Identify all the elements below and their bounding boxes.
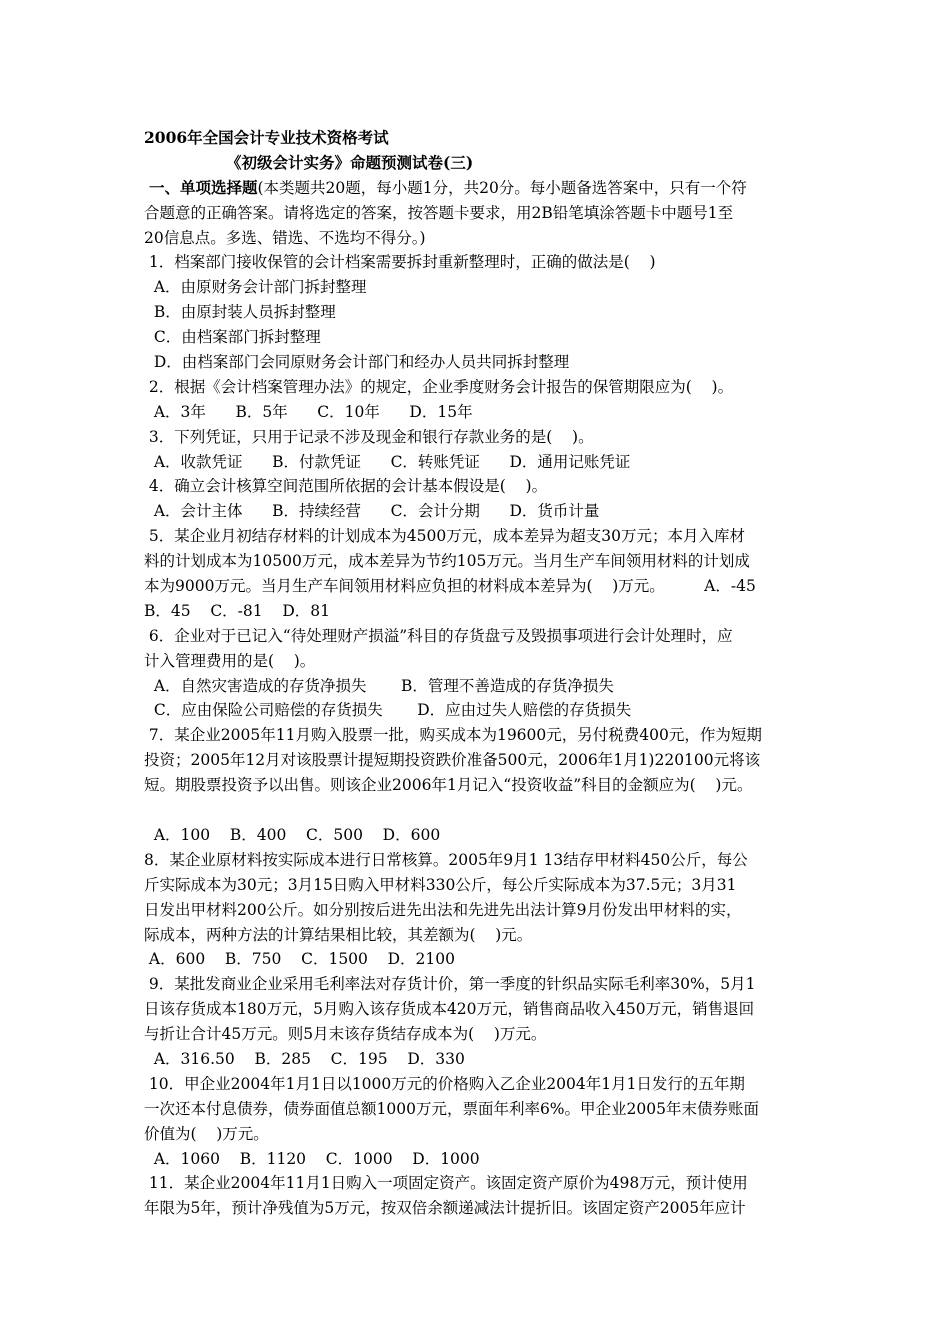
text-line: B．45 C．-81 D．81 xyxy=(144,601,331,620)
text-line: A．由原财务会计部门拆封整理 xyxy=(144,278,367,297)
text-line: 2．根据《会计档案管理办法》的规定，企业季度财务会计报告的保管期限应为( )。 xyxy=(144,377,734,396)
text-line: 短。期股票投资予以出售。则该企业2006年1月记入“投资收益”科目的金额应为( )元。 xyxy=(144,776,753,795)
text-line: 10．甲企业2004年1月1日以1000万元的价格购入乙企业2004年1月1日发行的五年期 xyxy=(144,1074,745,1093)
text-line: 一次还本付息债券，债券面值总额1000万元，票面年利率6%。甲企业2005年末债券账面 xyxy=(144,1099,759,1118)
exam-subtitle: 《初级会计实务》命题预测试卷(三) xyxy=(226,152,474,172)
text-line: A．316.50 B．285 C．195 D．330 xyxy=(144,1049,465,1068)
text-line: C．应由保险公司赔偿的存货损失 D．应由过失人赔偿的存货损失 xyxy=(144,701,632,720)
section-heading: 一、单项选择题 xyxy=(148,177,258,197)
text-line: 投资；2005年12月对该股票计提短期投资跌价准备500元，2006年1月1)220100元将该 xyxy=(144,751,761,770)
text-line xyxy=(144,798,816,823)
exam-title: 2006年全国会计专业技术资格考试 xyxy=(144,128,389,147)
text-line: 日该存货成本180万元，5月购入该存货成本420万元，销售商品收入450万元，销售退回 xyxy=(144,1000,755,1019)
text-line: C．由档案部门拆封整理 xyxy=(144,328,321,347)
text-line: 5．某企业月初结存材料的计划成本为4500万元，成本差异为超支30万元；本月入库材 xyxy=(144,527,745,546)
text-line: 日发出甲材料200公斤。如分别按后进先出法和先进先出法计算9月份发出甲材料的实， xyxy=(144,900,742,919)
text-line: A．100 B．400 C．500 D．600 xyxy=(144,825,441,844)
text-line: A．3年 B．5年 C．10年 D．15年 xyxy=(144,402,473,421)
text-line: 年限为5年，预计净残值为5万元，按双倍余额递减法计提折旧。该固定资产2005年应计 xyxy=(144,1199,746,1218)
text-line: 6．企业对于已记入“待处理财产损溢”科目的存货盘亏及毁损事项进行会计处理时，应 xyxy=(144,626,733,645)
text-line: 计入管理费用的是( )。 xyxy=(144,651,316,670)
text-line: 4．确立会计核算空间范围所依据的会计基本假设是( )。 xyxy=(144,477,548,496)
text-line: 本为9000万元。当月生产车间领用材料应负担的材料成本差异为( )万元。 A．-45 xyxy=(144,577,756,596)
text-line: 价值为( )万元。 xyxy=(144,1124,269,1143)
section-intro-text: (本类题共20题，每小题1分，共20分。每小题备选答案中，只有一个符 xyxy=(257,178,747,197)
text-line: A．600 B．750 C．1500 D．2100 xyxy=(144,950,455,969)
text-line: 1．档案部门接收保管的会计档案需要拆封重新整理时，正确的做法是( ) xyxy=(144,253,656,272)
text-line: 际成本，两种方法的计算结果相比较，其差额为( )元。 xyxy=(144,925,533,944)
text-line: 料的计划成本为10500万元，成本差异为节约105万元。当月生产车间领用材料的计划成 xyxy=(144,552,750,571)
text-line: 9．某批发商业企业采用毛利率法对存货计价，第一季度的针织品实际毛利率30%，5月1 xyxy=(144,975,756,994)
text-line: 8．某企业原材料按实际成本进行日常核算。2005年9月1 13结存甲材料450公斤，每公 xyxy=(144,850,748,869)
text-line: A．会计主体 B．持续经营 C．会计分期 D．货币计量 xyxy=(144,502,600,521)
section-intro-line-3: 20信息点。多选、错选、不选均不得分。) xyxy=(144,228,426,247)
text-line: D．由档案部门会同原财务会计部门和经办人员共同拆封整理 xyxy=(144,353,570,372)
text-line: A．自然灾害造成的存货净损失 B．管理不善造成的存货净损失 xyxy=(144,676,614,695)
section-intro-line-1 xyxy=(144,176,816,201)
section-intro-line-2: 合题意的正确答案。请将选定的答案，按答题卡要求，用2B铅笔填涂答题卡中题号1至 xyxy=(144,203,734,222)
document-page xyxy=(144,126,816,1221)
text-line: 7．某企业2005年11月购入股票一批，购买成本为19600元，另付税费400元，作为短期 xyxy=(144,726,762,745)
text-line: 斤实际成本为30元；3月15日购入甲材料330公斤，每公斤实际成本为37.5元；3月31 xyxy=(144,875,737,894)
text-line: A．收款凭证 B．付款凭证 C．转账凭证 D．通用记账凭证 xyxy=(144,452,631,471)
text-line: A．1060 B．1120 C．1000 D．1000 xyxy=(144,1149,480,1168)
text-line: B．由原封装人员拆封整理 xyxy=(144,303,336,322)
text-line: 11．某企业2004年11月1日购入一项固定资产。该固定资产原价为498万元，预计使用 xyxy=(144,1174,748,1193)
text-line: 3．下列凭证，只用于记录不涉及现金和银行存款业务的是( )。 xyxy=(144,427,594,446)
text-line: 与折让合计45万元。则5月末该存货结存成本为( )万元。 xyxy=(144,1025,547,1044)
question-list xyxy=(144,250,816,1221)
